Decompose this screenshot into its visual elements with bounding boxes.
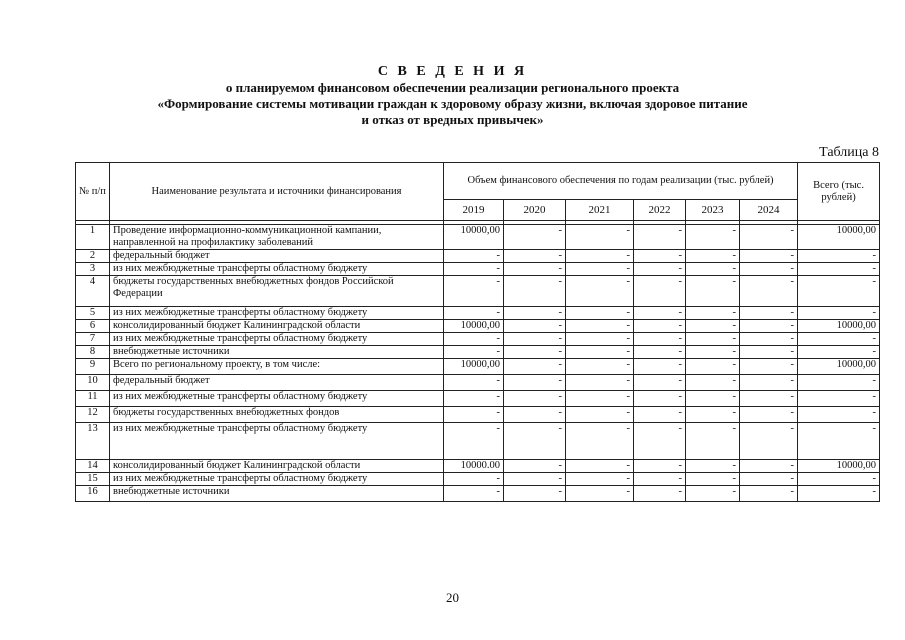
year-value-cell: - bbox=[634, 407, 686, 423]
table-row bbox=[76, 346, 880, 359]
year-value-cell: 10000,00 bbox=[444, 225, 504, 250]
total-value-cell: - bbox=[798, 276, 880, 307]
table-row bbox=[76, 333, 880, 346]
year-value-cell: - bbox=[740, 276, 798, 307]
year-value-cell: - bbox=[740, 473, 798, 486]
table-row bbox=[76, 486, 880, 502]
year-value-cell: - bbox=[686, 375, 740, 391]
row-name: федеральный бюджет bbox=[110, 375, 444, 391]
row-name: из них межбюджетные трансферты областному бюджету bbox=[110, 473, 444, 486]
row-number: 9 bbox=[76, 359, 110, 375]
year-value-cell: - bbox=[686, 486, 740, 502]
year-value-cell: - bbox=[566, 423, 634, 460]
table-body bbox=[76, 225, 880, 502]
year-value-cell: - bbox=[686, 276, 740, 307]
column-header-name: Наименование результата и источники финансирования bbox=[110, 163, 444, 221]
column-header-number: № п/п bbox=[76, 163, 110, 221]
year-value-cell: - bbox=[444, 263, 504, 276]
year-value-cell: - bbox=[444, 473, 504, 486]
year-value-cell: - bbox=[504, 250, 566, 263]
column-header-year: 2020 bbox=[504, 200, 566, 221]
year-value-cell: - bbox=[740, 375, 798, 391]
row-name: из них межбюджетные трансферты областному бюджету bbox=[110, 333, 444, 346]
year-value-cell: - bbox=[686, 473, 740, 486]
total-value-cell: - bbox=[798, 391, 880, 407]
total-value-cell: - bbox=[798, 307, 880, 320]
year-value-cell: - bbox=[634, 250, 686, 263]
total-value-cell: 10000,00 bbox=[798, 359, 880, 375]
column-header-year: 2019 bbox=[444, 200, 504, 221]
table-row bbox=[76, 391, 880, 407]
year-value-cell: - bbox=[740, 391, 798, 407]
year-value-cell: - bbox=[504, 486, 566, 502]
year-value-cell: - bbox=[566, 346, 634, 359]
year-value-cell: - bbox=[686, 333, 740, 346]
total-value-cell: - bbox=[798, 423, 880, 460]
total-value-cell: 10000,00 bbox=[798, 460, 880, 473]
year-value-cell: - bbox=[740, 486, 798, 502]
year-value-cell: - bbox=[444, 423, 504, 460]
year-value-cell: - bbox=[444, 486, 504, 502]
table-row bbox=[76, 375, 880, 391]
year-value-cell: - bbox=[566, 473, 634, 486]
year-value-cell: - bbox=[566, 263, 634, 276]
row-number: 6 bbox=[76, 320, 110, 333]
row-name: из них межбюджетные трансферты областному бюджету bbox=[110, 423, 444, 460]
row-name: консолидированный бюджет Калининградской области bbox=[110, 320, 444, 333]
year-value-cell: - bbox=[444, 276, 504, 307]
page-number: 20 bbox=[446, 590, 459, 605]
table-row bbox=[76, 263, 880, 276]
row-number: 11 bbox=[76, 391, 110, 407]
table-row bbox=[76, 250, 880, 263]
year-value-cell: - bbox=[634, 307, 686, 320]
row-name: Проведение информационно-коммуникационной кампании, направленной на профилактику заболеваний bbox=[110, 225, 444, 250]
year-value-cell: - bbox=[686, 250, 740, 263]
year-value-cell: - bbox=[444, 391, 504, 407]
year-value-cell: - bbox=[740, 263, 798, 276]
year-value-cell: - bbox=[504, 225, 566, 250]
year-value-cell: - bbox=[504, 473, 566, 486]
row-number: 3 bbox=[76, 263, 110, 276]
year-value-cell: - bbox=[566, 320, 634, 333]
year-value-cell: - bbox=[566, 333, 634, 346]
year-value-cell: - bbox=[566, 250, 634, 263]
year-value-cell: - bbox=[444, 333, 504, 346]
column-header-year: 2024 bbox=[740, 200, 798, 221]
row-number: 7 bbox=[76, 333, 110, 346]
year-value-cell: - bbox=[686, 320, 740, 333]
year-value-cell: - bbox=[566, 375, 634, 391]
year-value-cell: - bbox=[504, 423, 566, 460]
year-value-cell: - bbox=[504, 460, 566, 473]
year-value-cell: - bbox=[634, 375, 686, 391]
row-name: из них межбюджетные трансферты областному бюджету bbox=[110, 263, 444, 276]
column-header-year: 2021 bbox=[566, 200, 634, 221]
year-value-cell: - bbox=[504, 359, 566, 375]
year-value-cell: - bbox=[634, 346, 686, 359]
document-subtitle-line-1: о планируемом финансовом обеспечении реализации регионального проекта bbox=[225, 80, 680, 95]
year-value-cell: - bbox=[634, 276, 686, 307]
year-value-cell: - bbox=[740, 346, 798, 359]
year-value-cell: - bbox=[740, 333, 798, 346]
total-value-cell: - bbox=[798, 486, 880, 502]
total-value-cell: - bbox=[798, 473, 880, 486]
year-value-cell: - bbox=[566, 391, 634, 407]
column-header-total: Всего (тыс. рублей) bbox=[798, 163, 880, 221]
year-value-cell: - bbox=[634, 391, 686, 407]
year-value-cell: - bbox=[740, 250, 798, 263]
row-number: 5 bbox=[76, 307, 110, 320]
table-row bbox=[76, 320, 880, 333]
row-name: бюджеты государственных внебюджетных фондов bbox=[110, 407, 444, 423]
row-number: 4 bbox=[76, 276, 110, 307]
document-header bbox=[0, 64, 905, 128]
column-header-year: 2022 bbox=[634, 200, 686, 221]
funding-table bbox=[75, 162, 880, 502]
table-row bbox=[76, 473, 880, 486]
year-value-cell: - bbox=[504, 276, 566, 307]
year-value-cell: - bbox=[686, 307, 740, 320]
row-number: 15 bbox=[76, 473, 110, 486]
row-name: внебюджетные источники bbox=[110, 486, 444, 502]
row-name: из них межбюджетные трансферты областному бюджету bbox=[110, 391, 444, 407]
year-value-cell: - bbox=[504, 407, 566, 423]
total-value-cell: - bbox=[798, 375, 880, 391]
year-value-cell: - bbox=[686, 359, 740, 375]
year-value-cell: - bbox=[740, 407, 798, 423]
year-value-cell: - bbox=[566, 225, 634, 250]
year-value-cell: - bbox=[634, 320, 686, 333]
year-value-cell: - bbox=[444, 407, 504, 423]
year-value-cell: - bbox=[566, 276, 634, 307]
year-value-cell: - bbox=[444, 250, 504, 263]
year-value-cell: - bbox=[686, 346, 740, 359]
total-value-cell: 10000,00 bbox=[798, 320, 880, 333]
year-value-cell: - bbox=[444, 307, 504, 320]
year-value-cell: - bbox=[444, 375, 504, 391]
year-value-cell: - bbox=[504, 320, 566, 333]
year-value-cell: - bbox=[686, 407, 740, 423]
year-value-cell: 10000.00 bbox=[444, 460, 504, 473]
row-number: 13 bbox=[76, 423, 110, 460]
total-value-cell: 10000,00 bbox=[798, 225, 880, 250]
row-name: внебюджетные источники bbox=[110, 346, 444, 359]
row-number: 10 bbox=[76, 375, 110, 391]
year-value-cell: - bbox=[634, 460, 686, 473]
row-number: 1 bbox=[76, 225, 110, 250]
year-value-cell: - bbox=[634, 359, 686, 375]
year-value-cell: - bbox=[444, 346, 504, 359]
year-value-cell: - bbox=[740, 307, 798, 320]
year-value-cell: - bbox=[740, 225, 798, 250]
row-name: федеральный бюджет bbox=[110, 250, 444, 263]
document-title: С В Е Д Е Н И Я bbox=[377, 64, 528, 79]
row-name: из них межбюджетные трансферты областному бюджету bbox=[110, 307, 444, 320]
document-subtitle-line-3: и отказ от вредных привычек» bbox=[361, 112, 544, 127]
column-header-funding: Объем финансового обеспечения по годам реализации (тыс. рублей) bbox=[444, 163, 798, 200]
year-value-cell: - bbox=[566, 307, 634, 320]
total-value-cell: - bbox=[798, 250, 880, 263]
total-value-cell: - bbox=[798, 407, 880, 423]
total-value-cell: - bbox=[798, 263, 880, 276]
year-value-cell: - bbox=[504, 375, 566, 391]
row-name: Всего по региональному проекту, в том числе: bbox=[110, 359, 444, 375]
table-row bbox=[76, 225, 880, 250]
year-value-cell: - bbox=[634, 225, 686, 250]
total-value-cell: - bbox=[798, 333, 880, 346]
column-header-year: 2023 bbox=[686, 200, 740, 221]
year-value-cell: - bbox=[740, 320, 798, 333]
row-number: 14 bbox=[76, 460, 110, 473]
table-label: Таблица 8 bbox=[819, 145, 879, 160]
table-row bbox=[76, 460, 880, 473]
year-value-cell: - bbox=[686, 225, 740, 250]
year-value-cell: 10000,00 bbox=[444, 320, 504, 333]
row-number: 2 bbox=[76, 250, 110, 263]
year-value-cell: 10000,00 bbox=[444, 359, 504, 375]
year-value-cell: - bbox=[566, 359, 634, 375]
year-value-cell: - bbox=[504, 346, 566, 359]
year-value-cell: - bbox=[566, 407, 634, 423]
row-name: бюджеты государственных внебюджетных фондов Российской Федерации bbox=[110, 276, 444, 307]
year-value-cell: - bbox=[566, 460, 634, 473]
year-value-cell: - bbox=[634, 423, 686, 460]
row-number: 16 bbox=[76, 486, 110, 502]
table-row bbox=[76, 307, 880, 320]
year-value-cell: - bbox=[686, 263, 740, 276]
year-value-cell: - bbox=[504, 307, 566, 320]
year-value-cell: - bbox=[504, 391, 566, 407]
year-value-cell: - bbox=[740, 359, 798, 375]
table-row bbox=[76, 423, 880, 460]
year-value-cell: - bbox=[740, 423, 798, 460]
year-value-cell: - bbox=[634, 333, 686, 346]
year-value-cell: - bbox=[566, 486, 634, 502]
year-value-cell: - bbox=[686, 423, 740, 460]
year-value-cell: - bbox=[504, 263, 566, 276]
year-value-cell: - bbox=[686, 391, 740, 407]
year-value-cell: - bbox=[634, 263, 686, 276]
year-value-cell: - bbox=[740, 460, 798, 473]
year-value-cell: - bbox=[634, 486, 686, 502]
row-name: консолидированный бюджет Калининградской области bbox=[110, 460, 444, 473]
document-subtitle-line-2: «Формирование системы мотивации граждан к здоровому образу жизни, включая здоровое питание bbox=[157, 96, 748, 111]
row-number: 8 bbox=[76, 346, 110, 359]
year-value-cell: - bbox=[504, 333, 566, 346]
row-number: 12 bbox=[76, 407, 110, 423]
year-value-cell: - bbox=[634, 473, 686, 486]
table-row bbox=[76, 276, 880, 307]
table-row bbox=[76, 359, 880, 375]
year-value-cell: - bbox=[686, 460, 740, 473]
total-value-cell: - bbox=[798, 346, 880, 359]
table-row bbox=[76, 407, 880, 423]
